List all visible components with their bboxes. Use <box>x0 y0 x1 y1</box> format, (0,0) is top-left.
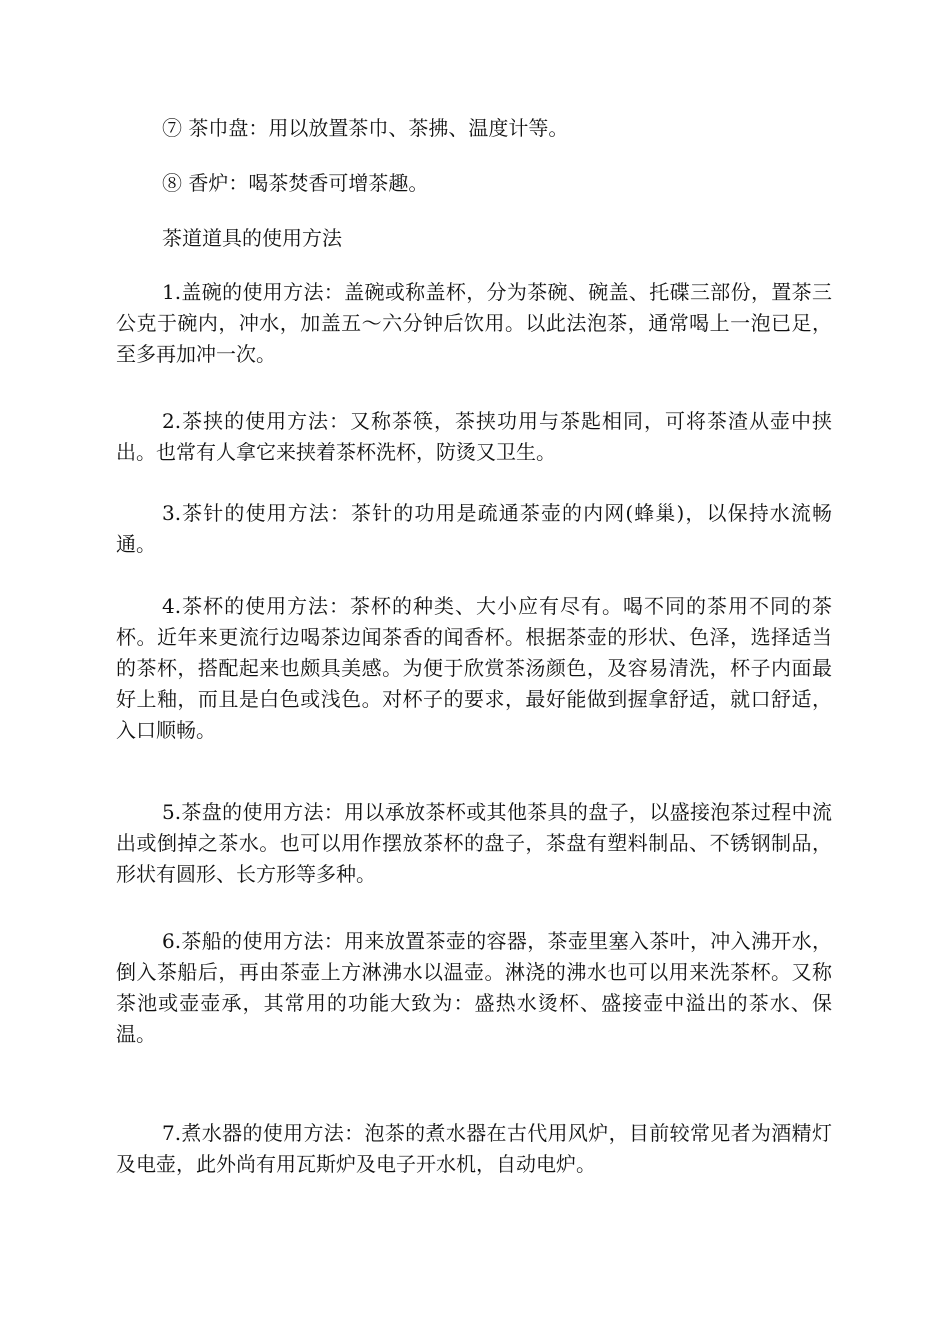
paragraph-tea-tray: 5.茶盘的使用方法：用以承放茶杯或其他茶具的盘子，以盛接泡茶过程中流出或倒掉之茶水。也可以用作摆放茶杯的盘子，茶盘有塑料制品、不锈钢制品，形状有圆形、长方形等多种。 <box>116 800 832 886</box>
paragraph-tea-boat: 6.茶船的使用方法：用来放置茶壶的容器，茶壶里塞入茶叶，冲入沸开水，倒入茶船后，再由茶壶上方淋沸水以温壶。淋浇的沸水也可以用来洗茶杯。又称茶池或壶壶承，其常用的功能大致为：盛热水烫杯、盛接壶中溢出的茶水、保温。 <box>116 929 832 1046</box>
paragraph-gaiwan: 1.盖碗的使用方法：盖碗或称盖杯，分为茶碗、碗盖、托碟三部份，置茶三公克于碗内，冲水，加盖五～六分钟后饮用。以此法泡茶，通常喝上一泡已足，至多再加冲一次。 <box>116 280 832 366</box>
list-item-incense-burner: ⑧ 香炉：喝茶焚香可增茶趣。 <box>162 171 429 195</box>
paragraph-kettle: 7.煮水器的使用方法：泡茶的煮水器在古代用风炉，目前较常见者为酒精灯及电壶，此外尚有用瓦斯炉及电子开水机，自动电炉。 <box>116 1121 832 1176</box>
paragraph-tea-cup: 4.茶杯的使用方法：茶杯的种类、大小应有尽有。喝不同的茶用不同的茶杯。近年来更流行边喝茶边闻茶香的闻香杯。根据茶壶的形状、色泽，选择适当的茶杯，搭配起来也颇具美感。为便于欣赏茶汤颜色，及容易清洗，杯子内面最好上釉，而且是白色或浅色。对杯子的要求，最好能做到握拿舒适，就口舒适，入口顺畅。 <box>116 594 832 742</box>
paragraph-tea-needle: 3.茶针的使用方法：茶针的功用是疏通茶壶的内网(蜂巢)，以保持水流畅通。 <box>116 501 832 556</box>
paragraph-tea-tongs: 2.茶挟的使用方法：又称茶筷，茶挟功用与茶匙相同，可将茶渣从壶中挟出。也常有人拿它来挟着茶杯洗杯，防烫又卫生。 <box>116 409 832 464</box>
list-item-tea-towel-tray: ⑦ 茶巾盘：用以放置茶巾、茶拂、温度计等。 <box>162 116 569 140</box>
section-title: 茶道道具的使用方法 <box>162 226 342 250</box>
